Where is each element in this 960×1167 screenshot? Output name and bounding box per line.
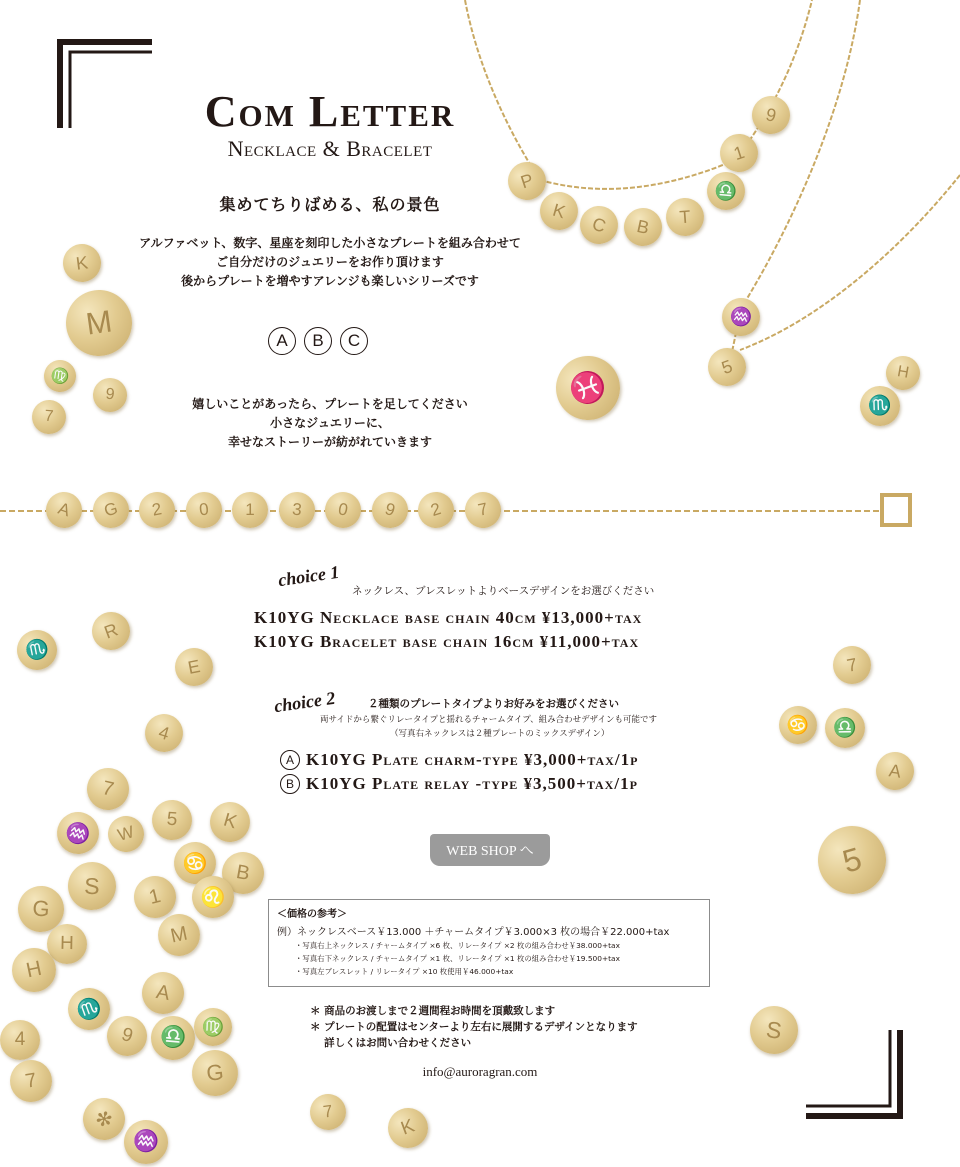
necklace-charm: P (503, 157, 551, 205)
necklace-charm: 9 (748, 92, 793, 137)
necklace-charm: B (620, 204, 665, 249)
note-line: ＊ 商品のお渡しまで２週間程お時間を頂戴致します (310, 1005, 556, 1017)
choice2-label: choice 2 (272, 687, 337, 717)
scattered-plate: A (874, 750, 917, 793)
plate-mark-b: B (304, 327, 332, 355)
intro-text: アルファベット、数字、星座を刻印した小さなプレートを組み合わせて ご自分だけのジュエリーをお作り頂けます 後からプレートを増やすアレンジも楽しいシリーズです (139, 236, 521, 288)
bracelet-plate: 2 (136, 489, 178, 531)
scattered-plate: ♏ (859, 385, 900, 426)
price-plate-charm: K10YG Plate charm-type ¥3,000+tax/1p (306, 750, 639, 769)
bracelet-plate: 9 (367, 488, 412, 533)
brand-title: Com Letter (204, 87, 456, 136)
scattered-plate: 1 (130, 872, 181, 923)
price-plate-relay: K10YG Plate relay -type ¥3,500+tax/1p (306, 774, 638, 793)
bracelet-plate: 3 (277, 490, 316, 529)
necklace-charm: T (665, 197, 706, 238)
reference-item: ・写真右上ネックレス / チャームタイプ ×6 枚、リレータイプ ×2 枚の組み合わせ￥38.000+tax (295, 941, 620, 950)
scattered-plate: ♋ (173, 841, 218, 886)
scattered-plate: 4 (0, 1020, 40, 1060)
necklace-charm: ♒ (720, 296, 763, 339)
bracelet-plate: G (88, 488, 133, 533)
scattered-plate: A (139, 969, 188, 1018)
scattered-plate: M (62, 286, 137, 361)
scattered-plate: 7 (83, 764, 133, 814)
bracelet-plate: 7 (461, 489, 504, 532)
scattered-plate: 7 (7, 1057, 56, 1106)
scattered-plate: ♎ (825, 708, 866, 749)
corner-bracket-bottom-right (804, 1028, 904, 1120)
scattered-plate: 7 (308, 1092, 349, 1133)
scattered-plate: ♍ (42, 358, 78, 394)
reference-item: ・写真左ブレスレット / リレータイプ ×10 枚使用￥46.000+tax (295, 967, 514, 976)
scattered-plate: ♍ (193, 1007, 232, 1046)
necklace-charm: 5 (703, 343, 752, 392)
necklace-charm: K (535, 187, 582, 234)
choice1-description: ネックレス、ブレスレットよりベースデザインをお選びください (352, 585, 655, 597)
price-plate-charm-row (280, 750, 638, 770)
scattered-plate: 7 (31, 399, 67, 435)
mark-b: B (280, 774, 300, 794)
scattered-plate: ♎ (149, 1014, 197, 1062)
scattered-plate: ♌ (189, 873, 236, 920)
necklace-charm: C (575, 201, 623, 249)
scattered-plate: ♋ (776, 703, 819, 746)
plate-mark-a: A (268, 327, 296, 355)
scattered-plate: E (172, 645, 217, 690)
plate-type-marks (268, 327, 368, 355)
scattered-plate: ♓ (547, 347, 629, 429)
scattered-plate: ♏ (14, 627, 61, 674)
scattered-plate: S (67, 861, 117, 911)
bracelet-plate: A (41, 487, 86, 532)
choice1-label: choice 1 (276, 561, 341, 591)
scattered-plate: 5 (151, 799, 194, 842)
scattered-plate: B (219, 849, 268, 898)
choice2-description: ２種類のプレートタイプよりお好みをお選びください (368, 698, 620, 710)
scattered-plate: M (154, 910, 204, 960)
scattered-plate: G (190, 1048, 241, 1099)
plate-mark-c: C (340, 327, 368, 355)
contact-email[interactable]: info@auroragran.com (422, 1064, 538, 1079)
web-shop-button[interactable]: WEB SHOP へ (430, 834, 550, 866)
bracelet-plate: 2 (413, 487, 458, 532)
necklace-charm: ♎ (705, 170, 746, 211)
reference-item: ・写真右下ネックレス / チャームタイプ ×1 枚、リレータイプ ×1 枚の組み合わせ￥19.500+tax (295, 954, 620, 963)
scattered-plate: K (382, 1102, 433, 1153)
scattered-plate: H (883, 353, 922, 392)
scattered-plate: K (205, 797, 254, 846)
reference-heading: ＜価格の参考＞ (277, 909, 347, 920)
scattered-plate: H (47, 924, 88, 965)
bracelet-plate: 1 (232, 492, 268, 528)
price-plate-relay-row (280, 774, 638, 794)
note-line: ＊ プレートの配置はセンターより左右に展開するデザインとなります (310, 1021, 638, 1033)
story-text: 嬉しいことがあったら、プレートを足してください 小さなジュエリーに、 幸せなストーリーが紡がれていきます (192, 397, 468, 449)
necklace-charm: 1 (715, 129, 763, 177)
price-bracelet-base: K10YG Bracelet base chain 16cm ¥11,000+tax (254, 632, 640, 651)
scattered-plate: 4 (140, 709, 187, 756)
scattered-plate: S (747, 1003, 801, 1057)
mark-a: A (280, 750, 300, 770)
scattered-plate: ♒ (121, 1117, 171, 1167)
note-line: 詳しくはお問い合わせください (310, 1037, 472, 1049)
choice2-note: （写真右ネックレスは２種プレートのミックスデザイン） (390, 729, 610, 739)
scattered-plate: K (61, 242, 103, 284)
scattered-plate: ♏ (62, 982, 116, 1036)
scattered-plate: ✻ (78, 1093, 129, 1144)
brand-subtitle: Necklace & Bracelet (227, 136, 433, 161)
notes (310, 1003, 638, 1051)
choice2-detail: 両サイドから繋ぐリレータイプと揺れるチャームタイプ、組み合わせデザインも可能です (320, 715, 658, 725)
scattered-plate: 9 (102, 1011, 152, 1061)
tagline: 集めてちりばめる、私の景色 (219, 195, 441, 214)
scattered-plate: G (16, 884, 65, 933)
scattered-plate: R (87, 607, 136, 656)
scattered-plate: ♒ (52, 807, 103, 858)
bracelet-plate: 0 (322, 489, 364, 531)
reference-example: 例）ネックレスベース￥13.000 ＋チャームタイプ￥3.000×3 枚の場合￥22.000+tax (277, 927, 670, 938)
scattered-plate: 7 (830, 643, 875, 688)
price-reference-box (268, 899, 710, 987)
scattered-plate: H (8, 944, 60, 996)
scattered-plate: 9 (92, 377, 129, 414)
scattered-plate: 5 (810, 818, 894, 902)
scattered-plate: W (104, 812, 149, 857)
bracelet-plate: 0 (184, 490, 223, 529)
price-necklace-base: K10YG Necklace base chain 40cm ¥13,000+tax (254, 608, 643, 627)
